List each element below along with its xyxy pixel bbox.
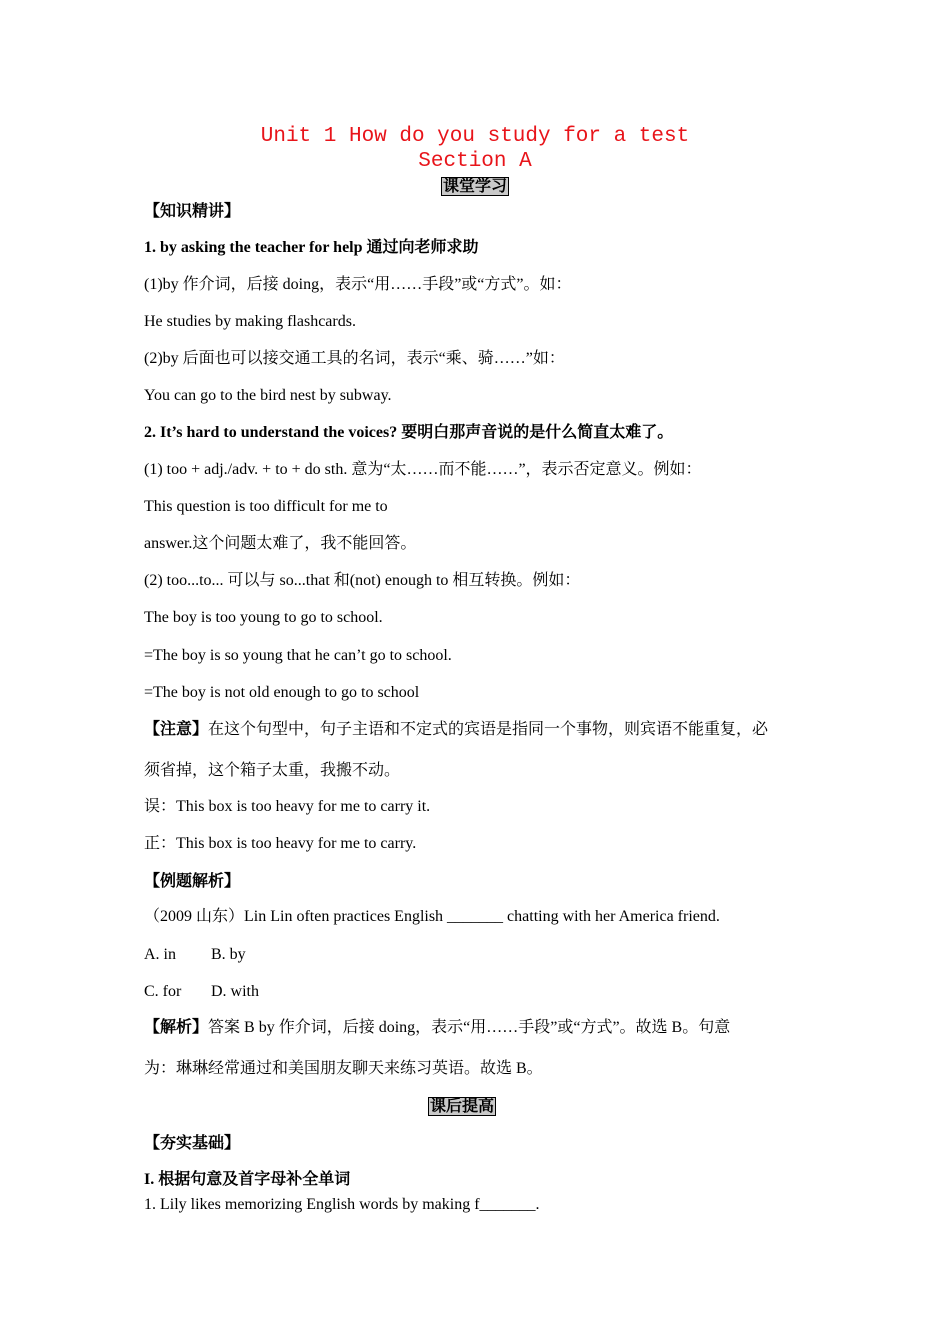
example-sentence: This question is too difficult for me to [144, 498, 388, 515]
text-line: (1)by 作介词，后接 doing，表示“用……手段”或“方式”。如： [144, 276, 572, 293]
example-sentence: =The boy is not old enough to go to school [144, 684, 420, 701]
example-sentence: He studies by making flashcards. [144, 313, 356, 330]
option-a: A. in [144, 946, 176, 963]
title-line-2: Section A [418, 150, 532, 173]
point-1-heading: 1. by asking the teacher for help 通过向老师求助 [144, 239, 479, 256]
option-b: B. by [211, 946, 246, 963]
text-line: (1) too + adj./adv. + to + do sth. 意为“太……而不能……”，表示否定意义。例如： [144, 461, 702, 478]
exercise-item-1: 1. Lily likes memorizing English words by making f_______. [144, 1196, 540, 1213]
question-text: （2009 山东）Lin Lin often practices English _______ chatting with her America friend. [144, 908, 720, 925]
analysis-label: 【解析】 [144, 1019, 209, 1036]
correct-example: 正：This box is too heavy for me to carry. [144, 835, 417, 852]
analysis-line [144, 1018, 814, 1038]
option-d: D. with [211, 983, 259, 1000]
text-line: 为：琳琳经常通过和美国朋友聊天来练习英语。故选 B。 [144, 1060, 543, 1077]
example-sentence: The boy is too young to go to school. [144, 609, 383, 626]
text-line: (2)by 后面也可以接交通工具的名词，表示“乘、骑……”如： [144, 350, 565, 367]
example-sentence: answer.这个问题太难了，我不能回答。 [144, 535, 417, 552]
heading-example-analysis: 【例题解析】 [144, 873, 241, 890]
section-box-label: 课堂学习 [442, 178, 507, 195]
title-line-1: Unit 1 How do you study for a test [260, 125, 690, 148]
example-sentence: You can go to the bird nest by subway. [144, 387, 392, 404]
text-line: 须省掉，这个箱子太重，我搬不动。 [144, 762, 401, 779]
section-header-after-class [0, 1097, 937, 1116]
wrong-example: 误：This box is too heavy for me to carry it. [144, 798, 431, 815]
options-row-2 [144, 982, 814, 1002]
point-2-heading: 2. It’s hard to understand the voices? 要明白那声音说的是什么简直太难了。 [144, 424, 674, 441]
analysis-text: 答案 B by 作介词，后接 doing，表示“用……手段”或“方式”。故选 B。句意 [208, 1019, 731, 1036]
text-line: (2) too...to... 可以与 so...that 和(not) enough to 相互转换。例如： [144, 572, 581, 589]
options-row-1 [144, 945, 814, 965]
note-text: 在这个句型中，句子主语和不定式的宾语是指同一个事物，则宾语不能重复，必 [208, 721, 769, 738]
section-box-label: 课后提高 [429, 1098, 494, 1115]
note-label: 【注意】 [144, 721, 209, 738]
note-line [144, 720, 814, 740]
heading-foundation: 【夯实基础】 [144, 1135, 241, 1152]
heading-knowledge: 【知识精讲】 [144, 203, 241, 220]
example-sentence: =The boy is so young that he can’t go to school. [144, 647, 452, 664]
option-c: C. for [144, 983, 182, 1000]
section-header-classroom [0, 177, 950, 196]
exercise-heading: I. 根据句意及首字母补全单词 [144, 1171, 351, 1188]
